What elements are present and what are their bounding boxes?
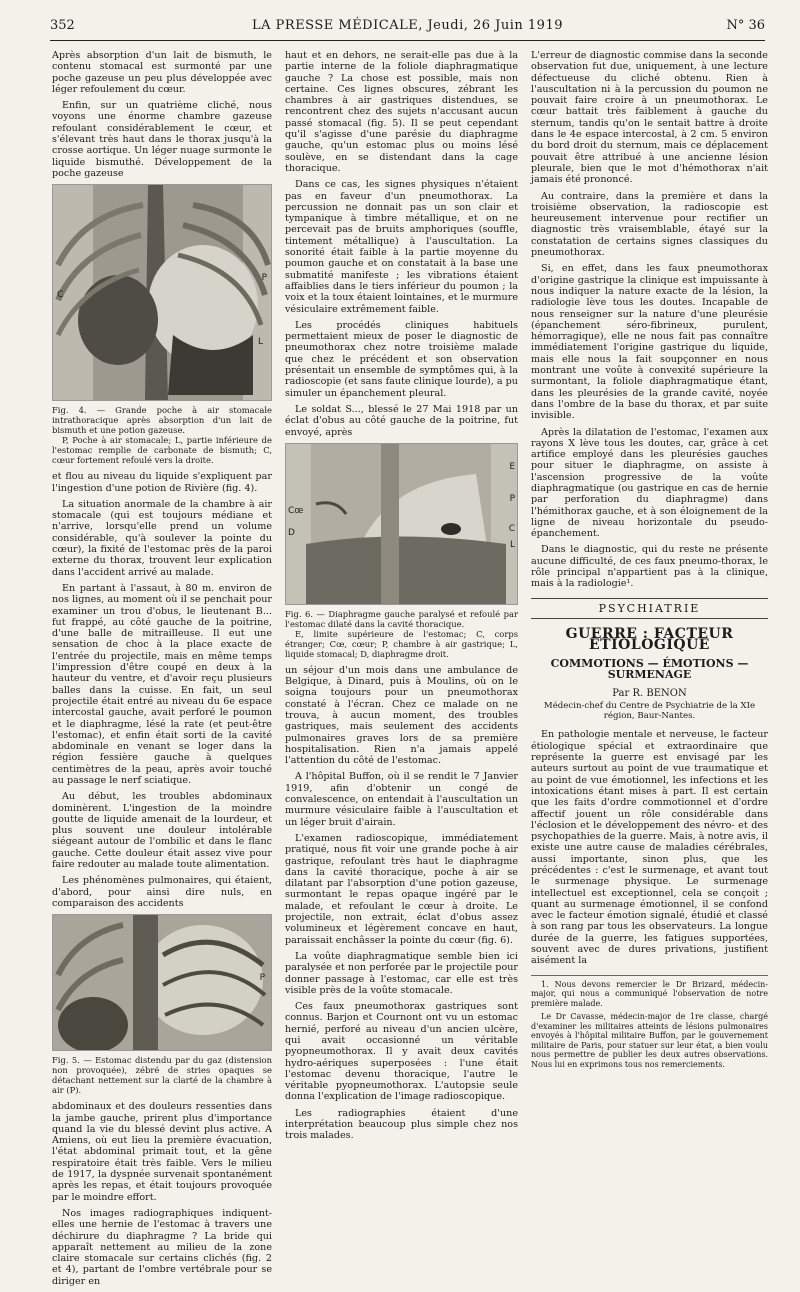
paragraph: Au début, les troubles abdominaux dominèrent. L'ingestion de la moindre goutte de liquide amenait de la lourdeur, et plus souvent une douleur intolérable siégeant autour de l'ombilic et dans le flanc gauche. Cette douleur était assez vive pour faire redouter au malade toute alimentation. bbox=[52, 791, 272, 871]
paragraph: Si, en effet, dans les faux pneumothorax d'origine gastrique la clinique est impuissante à nous indiquer la nature exacte de la lésion, la radiologie lève tous les doutes. Incapable de nous renseigner sur la nature d'une pleurésie (épanchement séro-fibrineux, purulent, hémorragique), elle ne nous fait pas connaître immédiatement l'origine gastrique du liquide, mais elle nous la fait soupçonner en nous montrant une voûte à convexité supérieure la surmontant, la foliole diaphragmatique étant, dans les pleurésies de la grande cavité, noyée dans l'ombre de la base du thorax, et par suite invisible. bbox=[531, 263, 768, 422]
caption-text: Fig. 4. — Grande poche à air stomacale intrathoracique après absorption d'un lait de bismuth et une potion gazeuse. bbox=[52, 405, 272, 436]
label-l: L bbox=[509, 539, 515, 550]
footnote: Le Dr Cavasse, médecin-major de 1re classe, chargé d'examiner les militaires atteints de lésions pulmonaires envoyés à l'hôpital militaire Buffon, par le gouvernement militaire de Paris, pour statuer sur leur état, a bien voulu nous permettre de publier les deux autres observations. Nous lui en exprimons tous nos remerciements. bbox=[531, 1012, 768, 1069]
divider bbox=[531, 618, 768, 619]
paragraph: Au contraire, dans la première et dans la troisième observation, la radioscopie est heureusement intervenue pour rectifier un diagnostic très vraisemblable, étayé sur la constatation de certains signes classiques du pneumothorax. bbox=[531, 190, 768, 259]
caption-legend: E, limite supérieure de l'estomac; C, corps étranger; Cœ, cœur; P, chambre à air gastrique; L, liquide stomacal; D, diaphragme droit. bbox=[285, 628, 518, 659]
figure-6-image bbox=[286, 444, 517, 604]
label-e: E bbox=[509, 461, 515, 472]
column-3 bbox=[531, 50, 768, 1073]
label-p: P bbox=[261, 273, 267, 284]
article-heading bbox=[531, 598, 768, 722]
figure-6-radiograph bbox=[285, 443, 518, 605]
paragraph: En partant à l'assaut, à 80 m. environ de nos lignes, au moment où il se penchait pour examiner un trou d'obus, le lieutenant B... fut frappé, au côté gauche de la poitrine, d'une balle de mitrailleuse. Il eut une sensation de choc à la place exacte de l'entrée du projectile, mais en même temps l'impression d'être coupé en deux à la hauteur du ventre, et d'avoir reçu plusieurs balles dans la cuisse. En fait, un seul projectile était entré au niveau du 6e espace intercostal gauche, avait perforé le poumon et le diaphragme, lésé la rate (et peut-être l'estomac), et enfin était sorti de la cavité abdominale en venant se loger dans la région fessière gauche à quelques centimètres de la peau, après avoir touché au passage le nerf sciatique. bbox=[52, 582, 272, 786]
label-d: D bbox=[288, 527, 295, 538]
figure-4-caption bbox=[52, 405, 272, 465]
label-c: C bbox=[508, 523, 515, 534]
label-p: P bbox=[259, 973, 265, 984]
footnotes bbox=[531, 975, 768, 1070]
paragraph: Après absorption d'un lait de bismuth, le contenu stomacal est surmonté par une poche gazeuse un peu plus développée avec léger refoulement du cœur. bbox=[52, 50, 272, 95]
page-header bbox=[50, 16, 765, 41]
paragraph: haut et en dehors, ne serait-elle pas due à la partie interne de la foliole diaphragmatique gauche ? La chose est possible, mais non certaine. Ces lignes obscures, zébrant les chambres à air gastriques distendues, se rencontrent chez des sujets n'accusant aucun passé stomacal (fig. 5). Il se peut cependant qu'il s'agisse d'une parésie du diaphragme gauche, qu'un estomac plus ou moins lésé soulève, en se distendant dans la cage thoracique. bbox=[285, 50, 518, 174]
figure-4-image bbox=[53, 185, 271, 400]
paragraph: La situation anormale de la chambre à air stomacale (qui est toujours médiane et n'arrive, lorsqu'elle prend un volume considérable, qu'à soulever la pointe du cœur), la fixité de l'estomac près de la paroi externe du thorax, trouvent leur explication dans l'accident arrivé au malade. bbox=[52, 498, 272, 578]
paragraph: abdominaux et des douleurs ressenties dans la jambe gauche, prirent plus d'importance quand la vie du blessé devint plus active. A Amiens, où eut lieu la première évacuation, l'état abdominal primait tout, et la gêne respiratoire était très faible. Vers le milieu de 1917, la dyspnée survenait spontanément après les repas, et était toujours provoquée par le moindre effort. bbox=[52, 1101, 272, 1203]
paragraph: A l'hôpital Buffon, où il se rendit le 7 Janvier 1919, afin d'obtenir un congé de convalescence, on entendait à l'auscultation un murmure vésiculaire faible à l'auscultation et un léger bruit d'airain. bbox=[285, 771, 518, 828]
paragraph: un séjour d'un mois dans une ambulance de Belgique, à Dinard, puis à Moulins, où on le soigna toujours pour un pneumothorax constaté à l'écran. Chez ce malade on ne trouva, à aucun moment, des troubles gastriques, mais seulement des accidents pulmonaires graves lors de sa première hospitalisation. Rien n'a jamais appelé l'attention du côté de l'estomac. bbox=[285, 664, 518, 767]
paragraph: Ces faux pneumothorax gastriques sont connus. Barjon et Cournont ont vu un estomac hernié, perforé au niveau d'un ancien ulcère, qui avait occasionné un véritable pyopneumothorax. Il y avait deux cavités hydro-aériques superposées : l'une était l'estomac devenu thoracique, l'autre le véritable pyopneumothorax. L'autopsie seule donna l'explication de l'image radioscopique. bbox=[285, 1001, 518, 1103]
label-coeur: Cœ bbox=[288, 505, 304, 516]
caption-text: Fig. 6. — Diaphragme gauche paralysé et refoulé par l'estomac dilaté dans la cavité thoracique. bbox=[285, 608, 518, 629]
paragraph: En pathologie mentale et nerveuse, le facteur étiologique spécial et extraordinaire que représente la guerre est envisagé par les auteurs surtout au point de vue traumatique et au point de vue émotionnel, les infections et les intoxications étant mises à part. Il est certain que les faits d'ordre commotionnel et d'ordre affectif jouent un rôle considérable dans l'éclosion et le développement des névro- et des psychopathies de la guerre. Mais, à notre avis, il existe une autre cause de maladies cérébrales, aussi importante, sinon plus, que les précédentes : c'est le surmenage, et avant tout le surmenage physique. Le surmenage intellectuel est exceptionnel, cela se conçoit ; quant au surmenage émotionnel, il se confond avec le facteur émotion signalé, étudié et classé à son rang par tous les observateurs. La longue durée de la guerre, les fatigues supportées, souvent avec de dures privations, justifient aisément la bbox=[531, 729, 768, 967]
paragraph: L'erreur de diagnostic commise dans la seconde observation fut due, uniquement, à une lecture défectueuse du cliché obtenu. Rien à l'auscultation ni à la percussion du poumon ne pouvait faire croire à un pneumothorax. Le cœur battait très faiblement à gauche du sternum, tandis qu'on le sentait battre à droite dans le 4e espace intercostal, à 2 cm. 5 environ du bord droit du sternum, mais ce déplacement pouvait être attribué à une ancienne lésion pleurale, bien que le mot d'hémothorax n'ait jamais été prononcé. bbox=[531, 50, 768, 186]
paragraph: L'examen radioscopique, immédiatement pratiqué, nous fit voir une grande poche à air gastrique, refoulant très haut le diaphragme dans la cavité thoracique, poche à air se dilatant par l'absorption d'une potion gazeuse, surmontant le repas opaque ingéré par le malade, et refoulant le cœur à droite. Le projectile, non extrait, éclat d'obus assez volumineux et légèrement concave en haut, paraissait enchâsser la pointe du cœur (fig. 6). bbox=[285, 832, 518, 946]
page-number: 352 bbox=[50, 18, 75, 33]
paragraph: Le soldat S..., blessé le 27 Mai 1918 par un éclat d'obus au côté gauche de la poitrine, fut envoyé, après bbox=[285, 403, 518, 438]
journal-title: LA PRESSE MÉDICALE, Jeudi, 26 Juin 1919 bbox=[252, 18, 563, 33]
figure-5-radiograph bbox=[52, 914, 272, 1051]
column-1 bbox=[52, 50, 272, 1292]
article-title: GUERRE : FACTEUR ÉTIOLOGIQUE bbox=[565, 625, 734, 654]
paragraph: Après la dilatation de l'estomac, l'examen aux rayons X lève tous les doutes, car, grâce à cet artifice employé dans les pleurésies gauches pour situer le diaphragme, on assiste à l'ascension progressive de la voûte diaphragmatique (ou gastrique en cas de hernie par perforation du diaphragme) dans l'hémithorax gauche, et à son éloignement de la ligne de niveau horizontale du pseudo-épanchement. bbox=[531, 426, 768, 540]
footnote: 1. Nous devons remercier le Dr Brizard, médecin-major, qui nous a communiqué l'observation de notre première malade. bbox=[531, 979, 768, 1008]
divider bbox=[531, 598, 768, 599]
paragraph: Les phénomènes pulmonaires, qui étaient, d'abord, pour ainsi dire nuls, en comparaison des accidents bbox=[52, 875, 272, 909]
figure-4-radiograph bbox=[52, 184, 272, 401]
paragraph: Dans le diagnostic, qui du reste ne présente aucune difficulté, de ces faux pneumo-thorax, le rôle principal n'appartient pas à la clinique, mais à la radiologie¹. bbox=[531, 544, 768, 590]
paragraph: La voûte diaphragmatique semble bien ici paralysée et non perforée par le projectile pour donner passage à l'estomac, car elle est très visible près de la voûte stomacale. bbox=[285, 950, 518, 996]
issue-number: N° 36 bbox=[726, 18, 765, 33]
article-subtitle: COMMOTIONS — ÉMOTIONS — SURMENAGE bbox=[550, 656, 749, 681]
paragraph: et flou au niveau du liquide s'expliquent par l'ingestion d'une potion de Rivière (fig. 4). bbox=[52, 471, 272, 494]
column-2 bbox=[285, 50, 518, 1147]
section-kicker: PSYCHIATRIE bbox=[598, 601, 701, 615]
article-author: Par R. BENON bbox=[612, 688, 687, 700]
author-affiliation: Médecin-chef du Centre de Psychiatrie de la XIe région, Baur-Nantes. bbox=[543, 701, 756, 722]
paragraph: Les radiographies étaient d'une interprétation beaucoup plus simple chez nos trois malades. bbox=[285, 1107, 518, 1142]
figure-6-caption bbox=[285, 609, 518, 659]
paragraph: Les procédés cliniques habituels permettaient mieux de poser le diagnostic de pneumothorax chez notre troisième malade que chez le précédent et son observation présentait un ensemble de symptômes qui, à la radioscopie (et sans faute clinique lourde), a pu simuler un épanchement pleural. bbox=[285, 319, 518, 399]
paragraph: Enfin, sur un quatrième cliché, nous voyons une énorme chambre gazeuse refoulant considérablement le cœur, et s'élevant très haut dans le thorax jusqu'à la crosse aortique. Un léger nuage surmonte le liquide bismuthé. Développement de la poche gazeuse bbox=[52, 100, 272, 179]
figure-5-caption: Fig. 5. — Estomac distendu par du gaz (distension non provoquée), zébré de stries opaques se détachant nettement sur la clarté de la chambre à air (P). bbox=[52, 1055, 272, 1096]
caption-legend: P, Poche à air stomacale; L, partie inférieure de l'estomac remplie de carbonate de bismuth; C, cœur fortement refoulé vers la droite. bbox=[52, 435, 272, 466]
label-p: P bbox=[509, 493, 515, 504]
label-c: C bbox=[57, 290, 64, 301]
paragraph: Dans ce cas, les signes physiques n'étaient pas en faveur d'un pneumothorax. La percussion ne donnait pas un son clair et tympanique à timbre métallique, et on ne percevait pas de bruits amphoriques (souffle, tintement métallique) à l'auscultation. La sonorité était faible à la partie moyenne du poumon gauche et on constatait à la base une submatité manifeste ; les vibrations étaient affaiblies dans le tiers inférieur du poumon ; la voix et la toux étaient lointaines, et le murmure vésiculaire extrêmement faible. bbox=[285, 179, 518, 315]
figure-5-image bbox=[53, 915, 271, 1050]
paragraph: Nos images radiographiques indiquent-elles une hernie de l'estomac à travers une déchirure du diaphragme ? La bride qui apparaît nettement au milieu de la zone claire stomacale sur certains clichés (fig. 2 et 4), partant de l'ombre vertébrale pour se diriger en bbox=[52, 1207, 272, 1287]
label-l: L bbox=[257, 337, 263, 348]
